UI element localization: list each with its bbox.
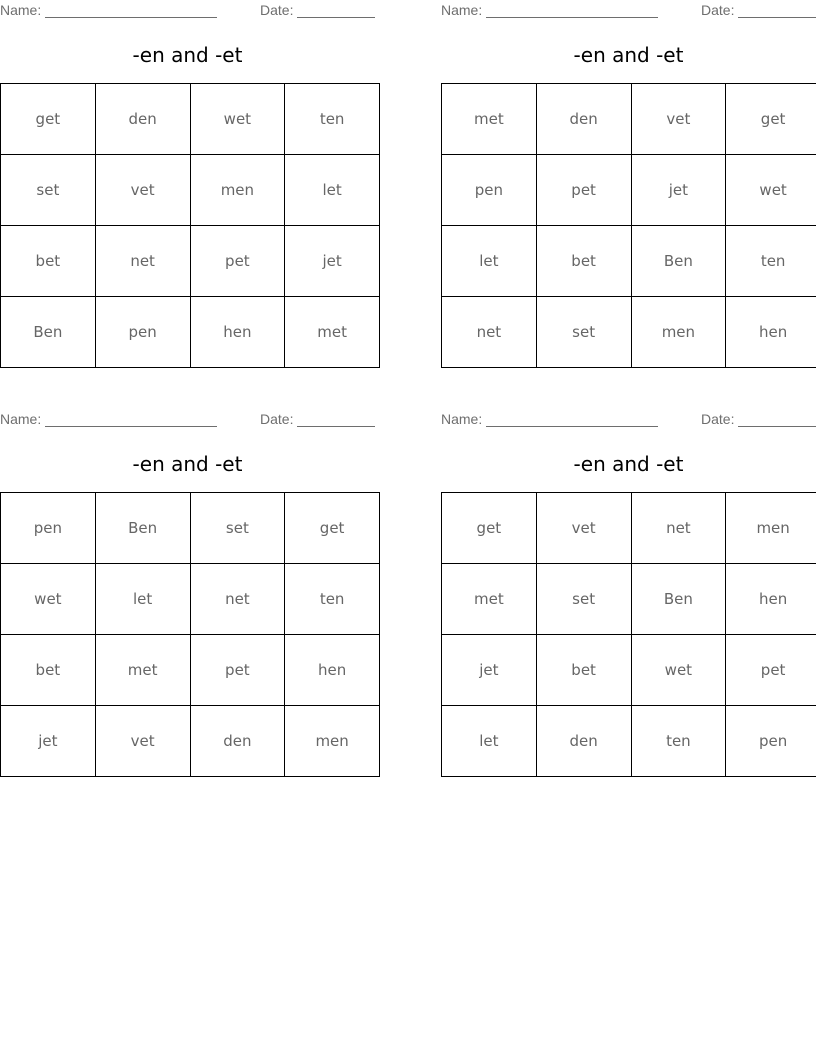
word-cell: men (285, 706, 380, 777)
word-cell: pen (442, 155, 537, 226)
word-cell: men (190, 155, 285, 226)
word-cell: get (285, 493, 380, 564)
word-cell: ten (726, 226, 816, 297)
name-label: Name: (441, 411, 483, 427)
grid-row (442, 564, 816, 635)
word-grid (441, 492, 816, 777)
card-header (0, 411, 375, 429)
grid-row (442, 635, 816, 706)
word-cell: men (726, 493, 816, 564)
word-cell: net (190, 564, 285, 635)
grid-row (1, 706, 380, 777)
grid-row (442, 297, 816, 368)
grid-row (1, 155, 380, 226)
word-cell: wet (631, 635, 726, 706)
word-cell: bet (536, 226, 631, 297)
bingo-card (0, 0, 375, 375)
word-grid (0, 492, 380, 777)
word-cell: bet (536, 635, 631, 706)
word-cell: met (442, 84, 537, 155)
card-header (441, 411, 816, 429)
word-cell: set (536, 297, 631, 368)
date-blank[interactable] (738, 17, 816, 18)
name-label: Name: (0, 411, 42, 427)
word-cell: let (285, 155, 380, 226)
date-label: Date: (260, 2, 294, 18)
date-label: Date: (701, 2, 735, 18)
word-cell: met (285, 297, 380, 368)
grid-row (1, 297, 380, 368)
word-cell: wet (190, 84, 285, 155)
grid-row (442, 493, 816, 564)
word-cell: jet (285, 226, 380, 297)
word-cell: met (442, 564, 537, 635)
word-cell: wet (1, 564, 96, 635)
date-label: Date: (260, 411, 294, 427)
card-title: -en and -et (132, 43, 243, 67)
word-cell: vet (95, 155, 190, 226)
date-blank[interactable] (738, 426, 816, 427)
word-cell: vet (95, 706, 190, 777)
card-header (441, 2, 816, 20)
word-cell: jet (442, 635, 537, 706)
word-cell: set (1, 155, 96, 226)
grid-row (442, 226, 816, 297)
card-title: -en and -et (132, 452, 243, 476)
card-title: -en and -et (573, 452, 684, 476)
word-cell: den (536, 84, 631, 155)
bingo-card (441, 409, 816, 784)
grid-row (1, 635, 380, 706)
grid-row (442, 84, 816, 155)
card-header (0, 2, 375, 20)
bingo-card (0, 409, 375, 784)
name-label: Name: (441, 2, 483, 18)
word-cell: den (95, 84, 190, 155)
bingo-card (441, 0, 816, 375)
word-cell: men (631, 297, 726, 368)
word-cell: net (95, 226, 190, 297)
name-blank[interactable] (45, 17, 217, 18)
name-label: Name: (0, 2, 42, 18)
word-cell: let (442, 706, 537, 777)
word-cell: ten (285, 84, 380, 155)
word-cell: pen (1, 493, 96, 564)
date-blank[interactable] (297, 426, 375, 427)
grid-row (1, 493, 380, 564)
word-cell: pen (95, 297, 190, 368)
grid-row (1, 564, 380, 635)
word-grid (441, 83, 816, 368)
word-cell: hen (726, 297, 816, 368)
name-blank[interactable] (45, 426, 217, 427)
word-cell: den (536, 706, 631, 777)
word-cell: Ben (631, 564, 726, 635)
word-cell: Ben (95, 493, 190, 564)
word-cell: pet (190, 635, 285, 706)
word-cell: pen (726, 706, 816, 777)
word-cell: hen (726, 564, 816, 635)
word-cell: vet (536, 493, 631, 564)
word-cell: Ben (1, 297, 96, 368)
word-cell: set (190, 493, 285, 564)
word-cell: pet (536, 155, 631, 226)
word-cell: ten (285, 564, 380, 635)
word-cell: pet (726, 635, 816, 706)
word-cell: vet (631, 84, 726, 155)
date-label: Date: (701, 411, 735, 427)
word-cell: ten (631, 706, 726, 777)
word-cell: jet (1, 706, 96, 777)
card-title: -en and -et (573, 43, 684, 67)
name-blank[interactable] (486, 17, 658, 18)
name-blank[interactable] (486, 426, 658, 427)
word-cell: get (726, 84, 816, 155)
word-cell: net (631, 493, 726, 564)
date-blank[interactable] (297, 17, 375, 18)
grid-row (1, 84, 380, 155)
word-cell: Ben (631, 226, 726, 297)
word-cell: jet (631, 155, 726, 226)
grid-row (442, 155, 816, 226)
word-cell: get (442, 493, 537, 564)
word-cell: met (95, 635, 190, 706)
grid-row (1, 226, 380, 297)
word-cell: net (442, 297, 537, 368)
word-cell: den (190, 706, 285, 777)
word-cell: let (95, 564, 190, 635)
word-cell: let (442, 226, 537, 297)
word-cell: hen (190, 297, 285, 368)
word-grid (0, 83, 380, 368)
word-cell: get (1, 84, 96, 155)
word-cell: set (536, 564, 631, 635)
grid-row (442, 706, 816, 777)
word-cell: bet (1, 635, 96, 706)
word-cell: wet (726, 155, 816, 226)
word-cell: pet (190, 226, 285, 297)
word-cell: bet (1, 226, 96, 297)
word-cell: hen (285, 635, 380, 706)
